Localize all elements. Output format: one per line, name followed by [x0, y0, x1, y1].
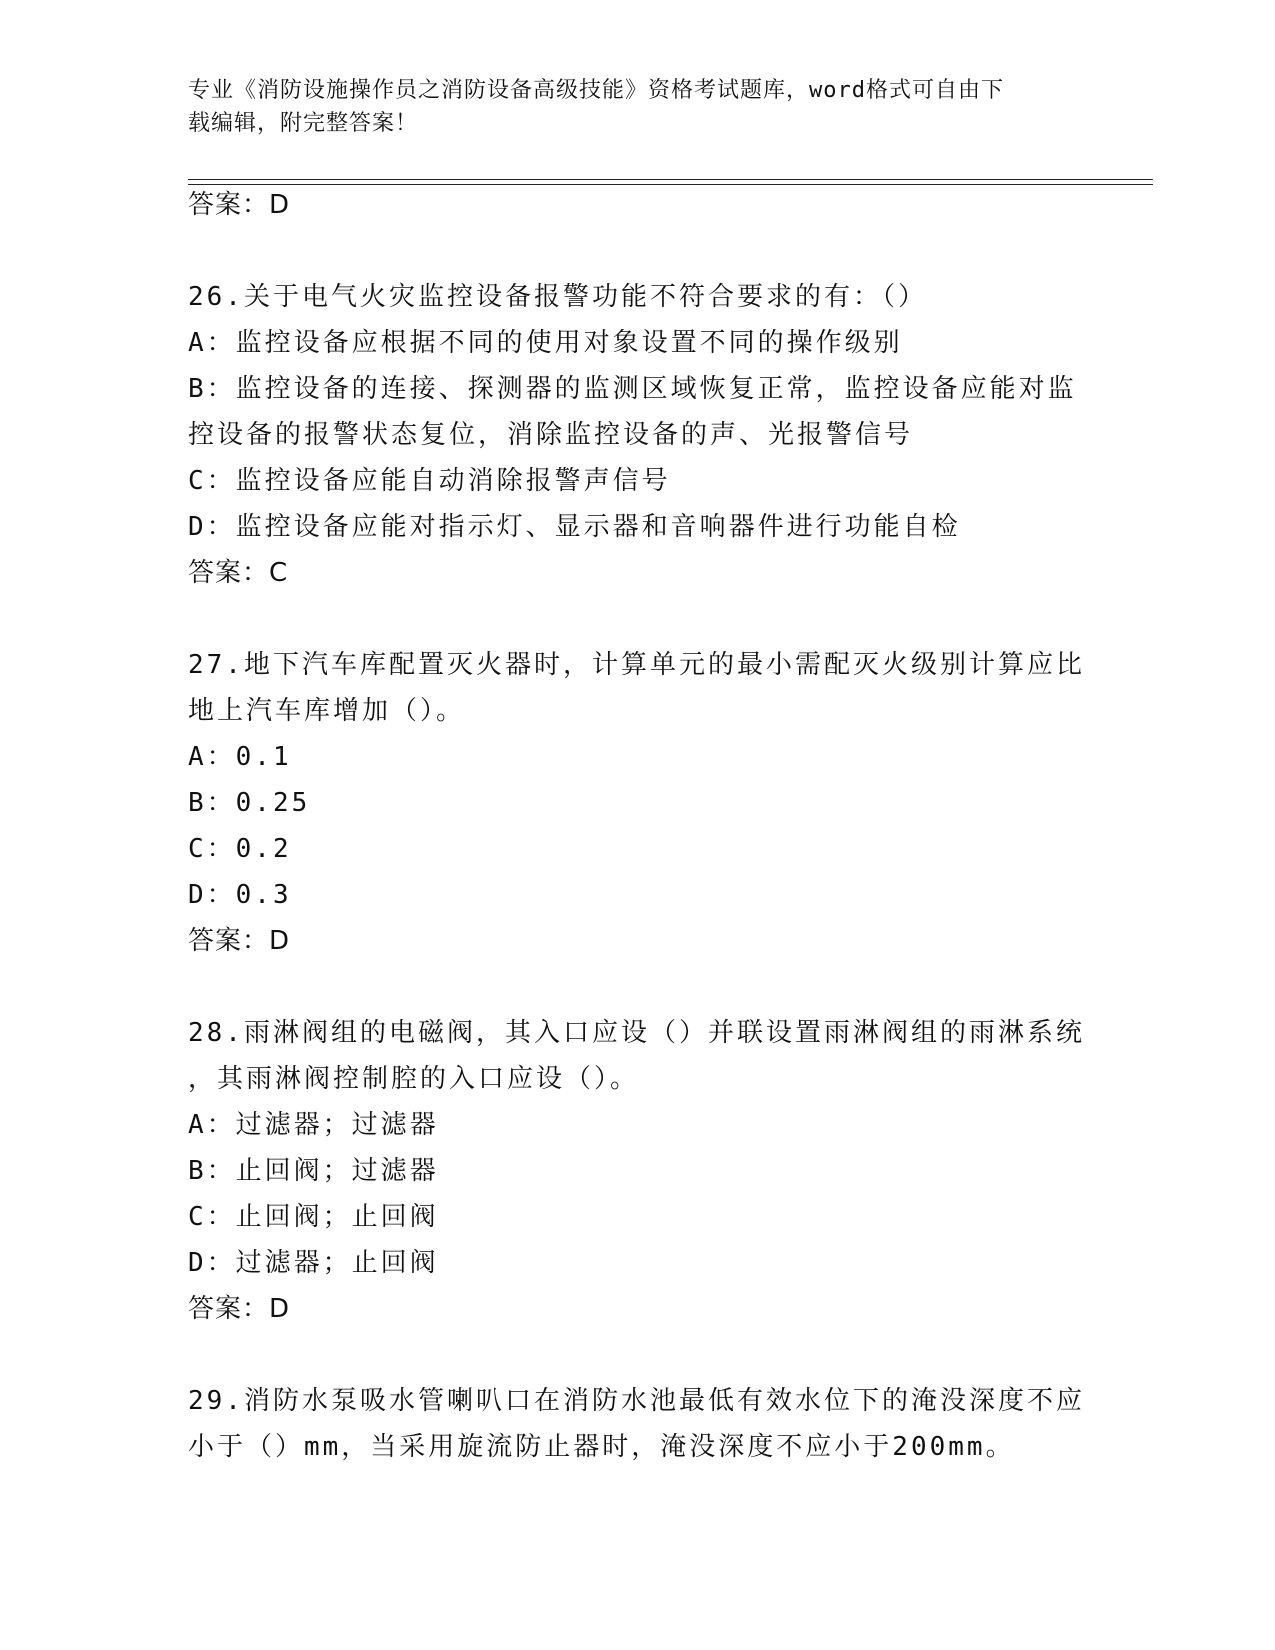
question-27-option-b: B：0.25: [188, 788, 311, 818]
question-28: [188, 1010, 1088, 1332]
header-divider-top: [188, 179, 1153, 180]
question-29-stem-line-2: 小于（）mm，当采用旋流防止器时，淹没深度不应小于200mm。: [188, 1432, 1015, 1462]
question-28-option-d: D：过滤器；止回阀: [188, 1248, 439, 1278]
question-28-answer: 答案：D: [188, 1294, 291, 1324]
question-27-stem-line-1: 27.地下汽车库配置灭火器时，计算单元的最小需配灭火级别计算应比: [188, 650, 1085, 680]
question-list: [188, 182, 1088, 1470]
question-26-option-a: A：监控设备应根据不同的使用对象设置不同的操作级别: [188, 328, 903, 358]
question-28-option-b: B：止回阀；过滤器: [188, 1156, 439, 1186]
question-28-stem-line-1: 28.雨淋阀组的电磁阀，其入口应设（）并联设置雨淋阀组的雨淋系统: [188, 1018, 1085, 1048]
question-29-stem-line-1: 29.消防水泵吸水管喇叭口在消防水池最低有效水位下的淹没深度不应: [188, 1386, 1085, 1416]
answer-prev: 答案：D: [188, 190, 291, 220]
header-note-line-1: 专业《消防设施操作员之消防设备高级技能》资格考试题库，word格式可自由下: [188, 78, 1004, 103]
question-26-option-b-line-2: 控设备的报警状态复位，消除监控设备的声、光报警信号: [188, 420, 914, 450]
question-28-option-a: A：过滤器；过滤器: [188, 1110, 439, 1140]
question-29: [188, 1378, 1088, 1470]
header-note: [188, 74, 1088, 140]
question-28-option-c: C：止回阀；止回阀: [188, 1202, 439, 1232]
question-27-stem-line-2: 地上汽车库增加（）。: [188, 696, 466, 726]
header-note-line-2: 载编辑，附完整答案！: [188, 111, 419, 136]
question-26-option-d: D：监控设备应能对指示灯、显示器和音响器件进行功能自检: [188, 512, 961, 542]
question-26-stem: 26.关于电气火灾监控设备报警功能不符合要求的有：（）: [188, 282, 927, 312]
question-27: [188, 642, 1088, 964]
question-26-option-b-line-1: B：监控设备的连接、探测器的监测区域恢复正常，监控设备应能对监: [188, 374, 1077, 404]
question-27-option-c: C：0.2: [188, 834, 292, 864]
question-27-option-a: A：0.1: [188, 742, 292, 772]
question-27-option-d: D：0.3: [188, 880, 292, 910]
question-26-answer: 答案：C: [188, 558, 289, 588]
question-26-option-c: C：监控设备应能自动消除报警声信号: [188, 466, 671, 496]
question-28-stem-line-2: ，其雨淋阀控制腔的入口应设（）。: [188, 1064, 640, 1094]
question-27-answer: 答案：D: [188, 926, 291, 956]
question-26: [188, 274, 1088, 596]
